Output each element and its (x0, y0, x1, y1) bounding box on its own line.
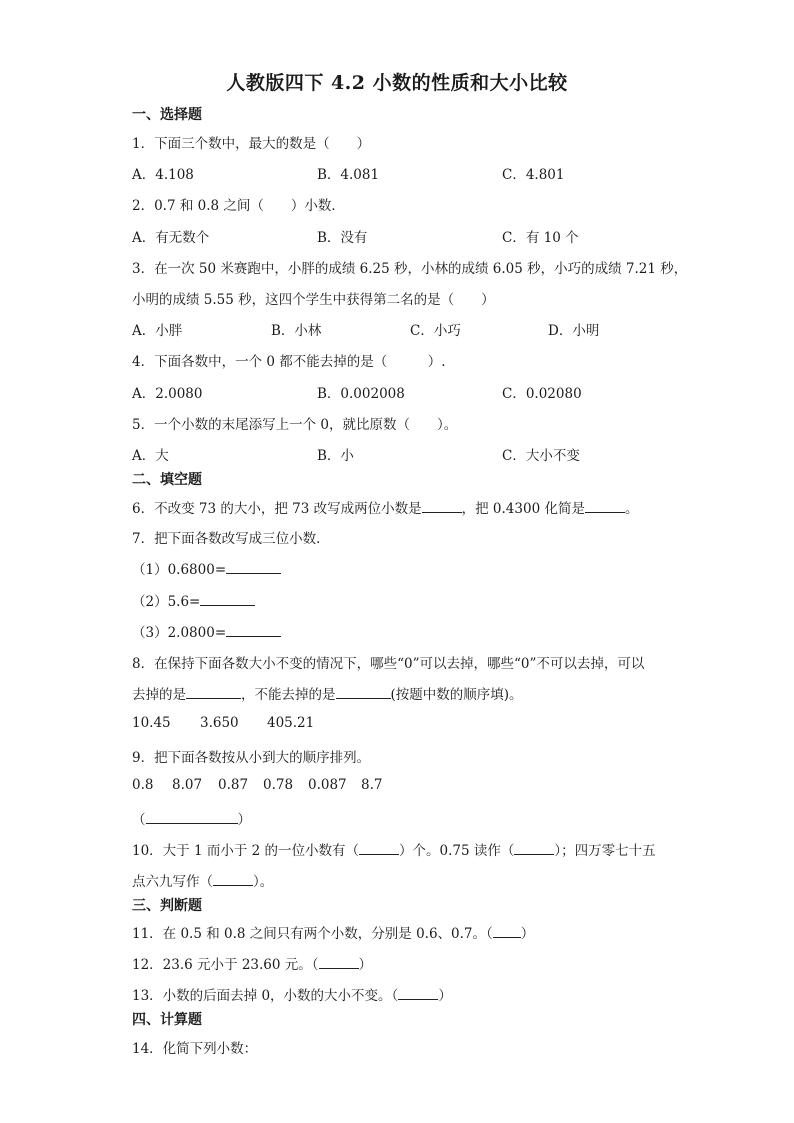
question-10-text-3: ）；四万零七十五 (554, 843, 656, 859)
question-13 (132, 984, 452, 1004)
question-6-text-1: 6．不改变 73 的大小，把 73 改写成两位小数是 (132, 501, 422, 517)
question-3-stem-line2: 小明的成绩 5.55 秒，这四个学生中获得第二名的是（ ） (132, 292, 495, 308)
section-heading-fill: 二、填空题 (132, 472, 202, 488)
question-5-option-a: A．大 (132, 448, 169, 464)
close-paren: ） (237, 812, 251, 828)
answer-blank[interactable] (398, 985, 438, 1000)
question-3-option-d: D．小明 (548, 323, 600, 339)
question-7-item-1 (132, 558, 281, 578)
question-1-stem: 1．下面三个数中，最大的数是（ ） (132, 136, 371, 152)
answer-blank[interactable] (422, 498, 462, 513)
question-10-text-5: ）。 (253, 874, 274, 890)
question-5-option-b: B．小 (317, 448, 354, 464)
question-10-text-4: 点六九写作（ (132, 874, 213, 890)
answer-blank[interactable] (585, 498, 625, 513)
question-2-option-c: C．有 10 个 (502, 230, 579, 246)
question-9-answer (132, 808, 251, 828)
question-6 (132, 497, 638, 517)
question-3-option-a: A．小胖 (132, 323, 183, 339)
question-4-option-c: C．0.02080 (502, 386, 582, 402)
question-7-item-2-text: （2）5.6= (132, 594, 201, 610)
section-heading-judge: 三、判断题 (132, 898, 202, 914)
question-1-option-a: A．4.108 (132, 167, 194, 183)
question-1-option-c: C．4.801 (502, 167, 565, 183)
page-title: 人教版四下 4.2 小数的性质和大小比较 (226, 72, 568, 94)
question-11 (132, 922, 534, 942)
question-6-text-2: ，把 0.4300 化简是 (461, 501, 585, 517)
question-7-item-3-text: （3）2.0800= (132, 625, 227, 641)
question-3-option-c: C．小巧 (410, 323, 461, 339)
question-4-option-b: B．0.002008 (317, 386, 405, 402)
question-3-option-b: B．小林 (271, 323, 322, 339)
question-4-stem: 4．下面各数中，一个 0 都不能去掉的是（ ）. (132, 354, 446, 370)
answer-blank[interactable] (200, 591, 255, 606)
question-8-text-3: (按题中数的顺序填)。 (390, 687, 523, 703)
question-8-stem-line1: 8．在保持下面各数大小不变的情况下，哪些“0”可以去掉，哪些“0”不可以去掉，可以 (132, 656, 645, 672)
close-paren: ） (358, 957, 373, 973)
question-9-number: 8.7 (361, 777, 383, 793)
question-9-number: 0.087 (308, 777, 347, 793)
question-9-number: 0.78 (263, 777, 294, 793)
question-14-stem: 14．化简下列小数： (132, 1041, 258, 1057)
question-12-text: 12．23.6 元小于 23.60 元。（ (132, 957, 319, 973)
answer-blank[interactable] (359, 840, 399, 855)
question-1-option-b: B．4.081 (317, 167, 380, 183)
answer-blank[interactable] (226, 559, 281, 574)
question-8-line2 (132, 683, 523, 703)
answer-blank[interactable] (213, 871, 253, 886)
question-7-item-3 (132, 621, 281, 641)
question-10-text-1: 10．大于 1 而小于 2 的一位小数有（ (132, 843, 360, 859)
question-9-number: 0.87 (218, 777, 249, 793)
question-7-item-2 (132, 590, 255, 610)
question-7-item-1-text: （1）0.6800= (132, 562, 227, 578)
answer-blank[interactable] (514, 840, 554, 855)
open-paren: （ (132, 812, 146, 828)
question-9-stem: 9．把下面各数按从小到大的顺序排列。 (132, 750, 371, 766)
question-11-text: 11．在 0.5 和 0.8 之间只有两个小数，分别是 0.6、0.7。（ (132, 926, 493, 942)
question-2-option-b: B．没有 (317, 230, 368, 246)
question-8-number: 3.650 (200, 715, 239, 731)
question-12 (132, 953, 372, 973)
close-paren: ） (520, 926, 535, 942)
question-8-text-2: ，不能去掉的是 (241, 687, 336, 703)
answer-blank[interactable] (336, 684, 391, 699)
answer-blank[interactable] (493, 923, 521, 938)
question-5-stem: 5．一个小数的末尾添写上一个 0，就比原数（ ）。 (132, 417, 458, 433)
section-heading-calc: 四、计算题 (132, 1012, 202, 1028)
question-5-option-c: C．大小不变 (502, 448, 580, 464)
question-8-number: 10.45 (132, 715, 171, 731)
question-10-line2 (132, 870, 273, 890)
question-3-stem-line1: 3．在一次 50 米赛跑中，小胖的成绩 6.25 秒，小林的成绩 6.05 秒，小巧的成绩 7.21 秒， (132, 261, 688, 277)
question-10-text-2: ）个。0.75 读作（ (399, 843, 515, 859)
question-10-line1 (132, 839, 656, 859)
section-heading-choice: 一、选择题 (132, 107, 202, 123)
question-2-stem: 2．0.7 和 0.8 之间（ ）小数． (132, 198, 345, 214)
question-13-text: 13．小数的后面去掉 0，小数的大小不变。（ (132, 988, 399, 1004)
question-4-option-a: A．2.0080 (132, 386, 203, 402)
question-9-number: 8.07 (172, 777, 203, 793)
question-8-text-1: 去掉的是 (132, 687, 186, 703)
question-2-option-a: A．有无数个 (132, 230, 210, 246)
question-9-number: 0.8 (132, 777, 154, 793)
question-8-number: 405.21 (267, 715, 315, 731)
answer-blank[interactable] (146, 809, 238, 824)
question-7-stem: 7．把下面各数改写成三位小数． (132, 531, 330, 547)
answer-blank[interactable] (186, 684, 241, 699)
close-paren: ） (438, 988, 452, 1004)
question-6-text-3: 。 (624, 501, 639, 517)
answer-blank[interactable] (226, 622, 281, 637)
answer-blank[interactable] (319, 954, 359, 969)
